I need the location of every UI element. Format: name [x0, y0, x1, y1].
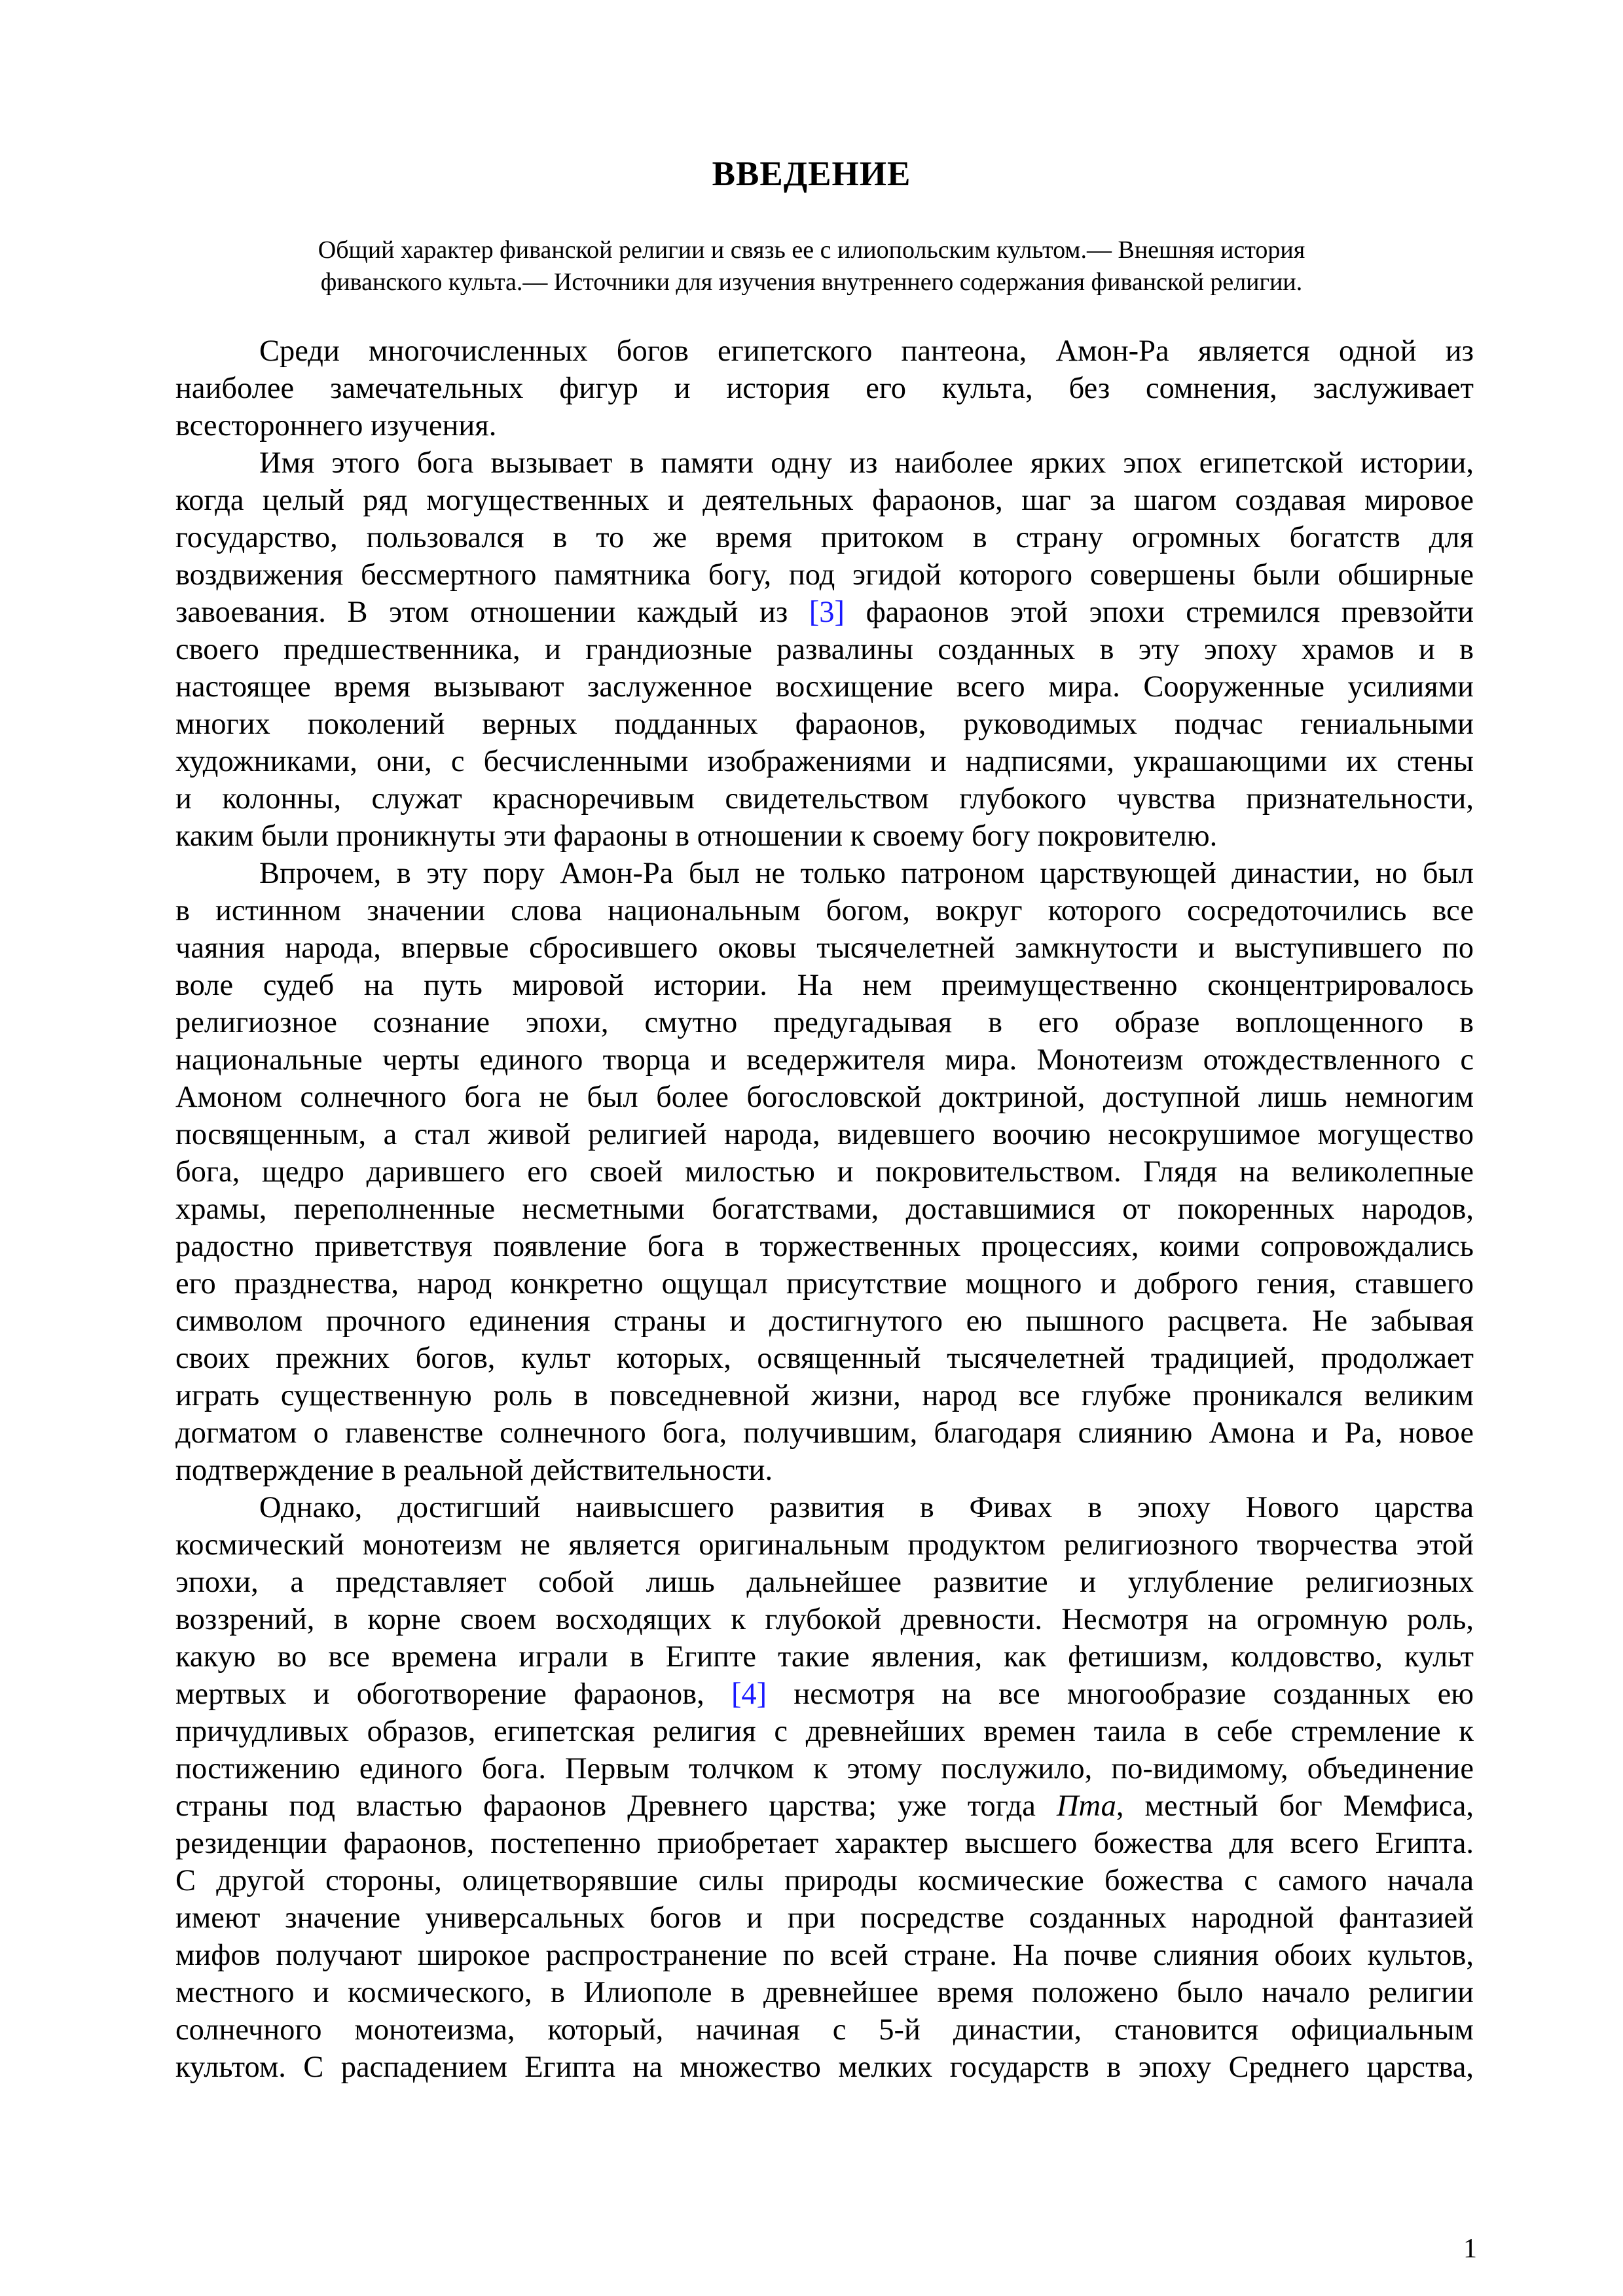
text-line: государство, пользовался в то же время притоком в страну огромных богатств для	[175, 521, 1474, 554]
chapter-summary	[249, 234, 1374, 298]
text-segment: завоевания. В этом отношении каждый из	[175, 596, 809, 629]
footnote-link[interactable]: [4]	[731, 1677, 767, 1711]
text-line	[175, 594, 1474, 631]
text-line: подтверждение в реальной действительности.	[175, 1454, 773, 1487]
text-line	[175, 1787, 1474, 1825]
text-line: имеют значение универсальных богов и при посредстве созданных народной фантазией	[175, 1901, 1474, 1935]
text-line: причудливых образов, египетская религия с древнейших времен таила в себе стремление к	[175, 1715, 1474, 1748]
text-line: культом. С распадением Египта на множество мелких государств в эпоху Среднего царства,	[175, 2051, 1474, 2084]
summary-line: Общий характер фиванской религии и связь ее с илиопольским культом.— Внешняя история	[318, 236, 1305, 264]
text-line: Амоном солнечного бога не был более богословской доктриной, доступной лишь немногим	[175, 1081, 1474, 1114]
paragraph	[175, 444, 1474, 855]
text-line: солнечного монотеизма, который, начиная с 5-й династии, становится официальным	[175, 2013, 1474, 2047]
text-line: мифов получают широкое распространение по всей стране. На почве слияния обоих культов,	[175, 1939, 1474, 1972]
text-line: национальные черты единого творца и вседержителя мира. Монотеизм отождествленного с	[175, 1043, 1474, 1077]
text-line: чаяния народа, впервые сбросившего оковы тысячелетней замкнутости и выступившего по	[175, 931, 1474, 965]
text-line: храмы, переполненные несметными богатствами, доставшимися от покоренных народов,	[175, 1193, 1474, 1226]
text-line: когда целый ряд могущественных и деятельных фараонов, шаг за шагом создавая мировое	[175, 484, 1474, 517]
text-line: эпохи, а представляет собой лишь дальнейшее развитие и углубление религиозных	[175, 1566, 1474, 1599]
text-line: всестороннего изучения.	[175, 409, 497, 442]
text-line: художниками, они, с бесчисленными изображениями и надписями, украшающими их стены	[175, 745, 1474, 778]
text-line: и колонны, служат красноречивым свидетельством глубокого чувства признательности,	[175, 782, 1474, 816]
body-text	[175, 332, 1474, 2086]
summary-line: фиванского культа.— Источники для изучения внутреннего содержания фиванской религии.	[320, 268, 1303, 296]
text-line: постижению единого бога. Первым толчком к этому послужило, по-видимому, объединение	[175, 1752, 1474, 1785]
text-line: резиденции фараонов, постепенно приобретает характер высшего божества для всего Египта.	[175, 1827, 1474, 1860]
text-line: воле судеб на путь мировой истории. На нем преимущественно сконцентрировалось	[175, 969, 1474, 1002]
text-line: символом прочного единения страны и достигнутого ею пышного расцвета. Не забывая	[175, 1304, 1474, 1338]
text-segment: страны под властью фараонов Древнего царства; уже тогда	[175, 1789, 1057, 1823]
text-line: воззрений, в корне своем восходящих к глубокой древности. Несмотря на огромную роль,	[175, 1603, 1474, 1636]
paragraph	[175, 855, 1474, 1489]
text-line: Среди многочисленных богов египетского пантеона, Амон-Ра является одной из	[259, 334, 1474, 368]
text-line: догматом о главенстве солнечного бога, получившим, благодаря слиянию Амона и Ра, новое	[175, 1416, 1474, 1450]
text-line: Впрочем, в эту пору Амон-Ра был не только патроном царствующей династии, но был	[259, 857, 1474, 890]
text-line: наиболее замечательных фигур и история его культа, без сомнения, заслуживает	[175, 372, 1474, 405]
text-line: воздвижения бессмертного памятника богу, под эгидой которого совершены были обширные	[175, 558, 1474, 592]
text-line: Однако, достигший наивысшего развития в Фивах в эпоху Нового царства	[259, 1491, 1474, 1524]
text-line: космический монотеизм не является оригинальным продуктом религиозного творчества этой	[175, 1528, 1474, 1562]
text-line: посвященным, а стал живой религией народа, видевшего воочию несокрушимое могущество	[175, 1118, 1474, 1151]
text-line: С другой стороны, олицетворявшие силы природы космические божества с самого начала	[175, 1864, 1474, 1897]
text-line: местного и космического, в Илиополе в древнейшее время положено было начало религии	[175, 1976, 1474, 2009]
text-line: Имя этого бога вызывает в памяти одну из наиболее ярких эпох египетской истории,	[259, 446, 1474, 480]
text-line: своих прежних богов, культ которых, освященный тысячелетней традицией, продолжает	[175, 1342, 1474, 1375]
text-line: религиозное сознание эпохи, смутно предугадывая в его образе воплощенного в	[175, 1006, 1474, 1039]
text-line: в истинном значении слова национальным богом, вокруг которого сосредоточились все	[175, 894, 1474, 927]
text-segment: фараонов этой эпохи стремился превзойти	[845, 596, 1474, 629]
text-line	[175, 1676, 1474, 1713]
text-segment: мертвых и обоготворение фараонов,	[175, 1677, 731, 1711]
text-segment: , местный бог Мемфиса,	[1116, 1789, 1474, 1823]
footnote-link[interactable]: [3]	[809, 596, 845, 629]
italic-term: Пта	[1056, 1789, 1116, 1823]
text-line: его празднества, народ конкретно ощущал присутствие мощного и доброго гения, ставшего	[175, 1267, 1474, 1300]
text-line: настоящее время вызывают заслуженное восхищение всего мира. Сооруженные усилиями	[175, 670, 1474, 704]
paragraph	[175, 1489, 1474, 2086]
page-title: ВВЕДЕНИЕ	[712, 155, 911, 193]
text-line: радостно приветствуя появление бога в торжественных процессиях, коими сопровождались	[175, 1230, 1474, 1263]
text-line: какую во все времена играли в Египте такие явления, как фетишизм, колдовство, культ	[175, 1640, 1474, 1674]
paragraph	[175, 332, 1474, 444]
text-line: своего предшественника, и грандиозные развалины созданных в эту эпоху храмов и в	[175, 633, 1474, 666]
text-line: играть существенную роль в повседневной жизни, народ все глубже проникался великим	[175, 1379, 1474, 1412]
text-line: бога, щедро дарившего его своей милостью и покровительством. Глядя на великолепные	[175, 1155, 1474, 1189]
text-segment: несмотря на все многообразие созданных ею	[767, 1677, 1474, 1711]
page-number: 1	[1463, 2234, 1477, 2264]
text-line: каким были проникнуты эти фараоны в отношении к своему богу покровителю.	[175, 819, 1218, 853]
text-line: многих поколений верных подданных фараонов, руководимых подчас гениальными	[175, 708, 1474, 741]
